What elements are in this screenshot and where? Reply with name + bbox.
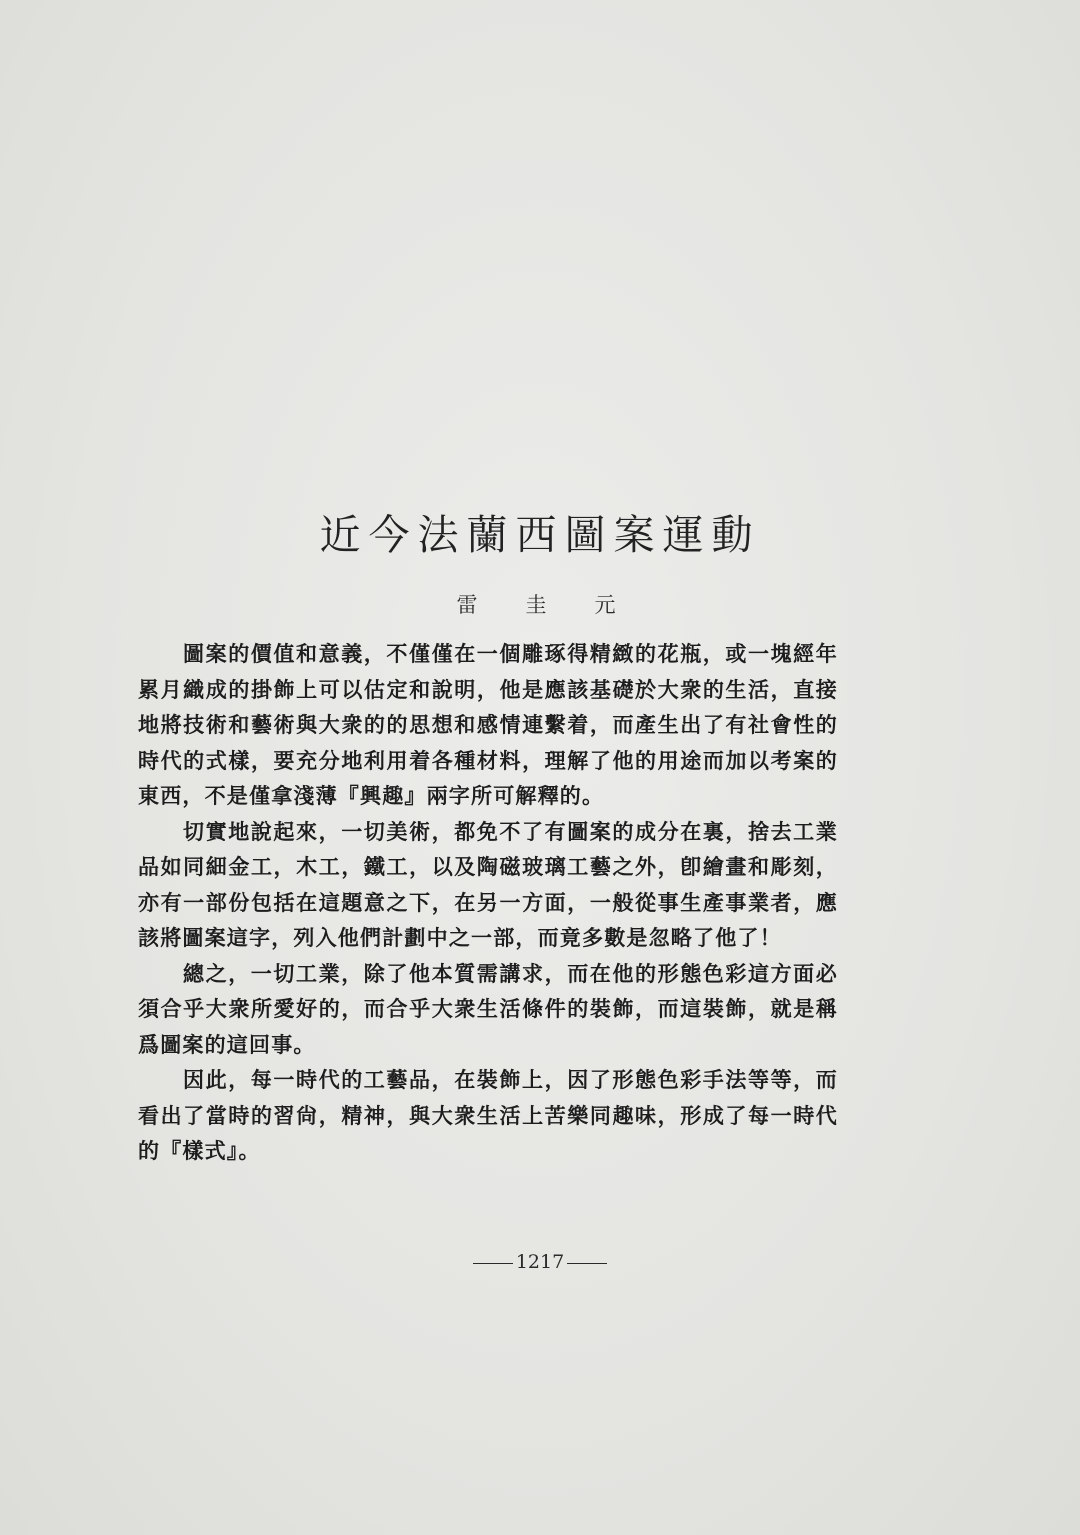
page-number: 1217 [515,1251,565,1273]
left-dash [473,1263,513,1264]
paragraph-1: 圖案的價值和意義，不僅僅在一個雕琢得精緻的花瓶，或一塊經年累月織成的掛飾上可以估定和說明，他是應該基礎於大衆的生活，直接地將技術和藝術與大衆的的思想和感情連繫着，而產生出了有社會性的時代的式樣，要充分地利用着各種材料，理解了他的用途而加以考案的東西，不是僅拿淺薄『興趣』兩字所可解釋的。 [138,641,838,808]
paragraph-3: 總之，一切工業，除了他本質需講求，而在他的形態色彩這方面必須合乎大衆所愛好的，而合乎大衆生活條件的裝飾，而這裝飾，就是稱爲圖案的這回事。 [138,960,838,1057]
paragraph-2: 切實地說起來，一切美術，都免不了有圖案的成分在裏，捨去工業品如同細金工，木工，鐵工，以及陶磁玻璃工藝之外，卽繪畫和彫刻，亦有一部份包括在這題意之下，在另一方面，一般從事生產事業者，應該將圖案這字，列入他們計劃中之一部，而竟多數是忽略了他了！ [138,818,838,950]
article-author: 雷圭元 [456,593,664,617]
right-dash [567,1263,607,1264]
article-body [138,636,838,1169]
article-title: 近今法蘭西圖案運動 [319,511,761,559]
page-number-footer [0,1250,1080,1274]
paragraph-4: 因此，每一時代的工藝品，在裝飾上，因了形態色彩手法等等，而看出了當時的習尙，精神，與大衆生活上苦樂同趣味，形成了每一時代的『樣式』。 [138,1067,838,1163]
